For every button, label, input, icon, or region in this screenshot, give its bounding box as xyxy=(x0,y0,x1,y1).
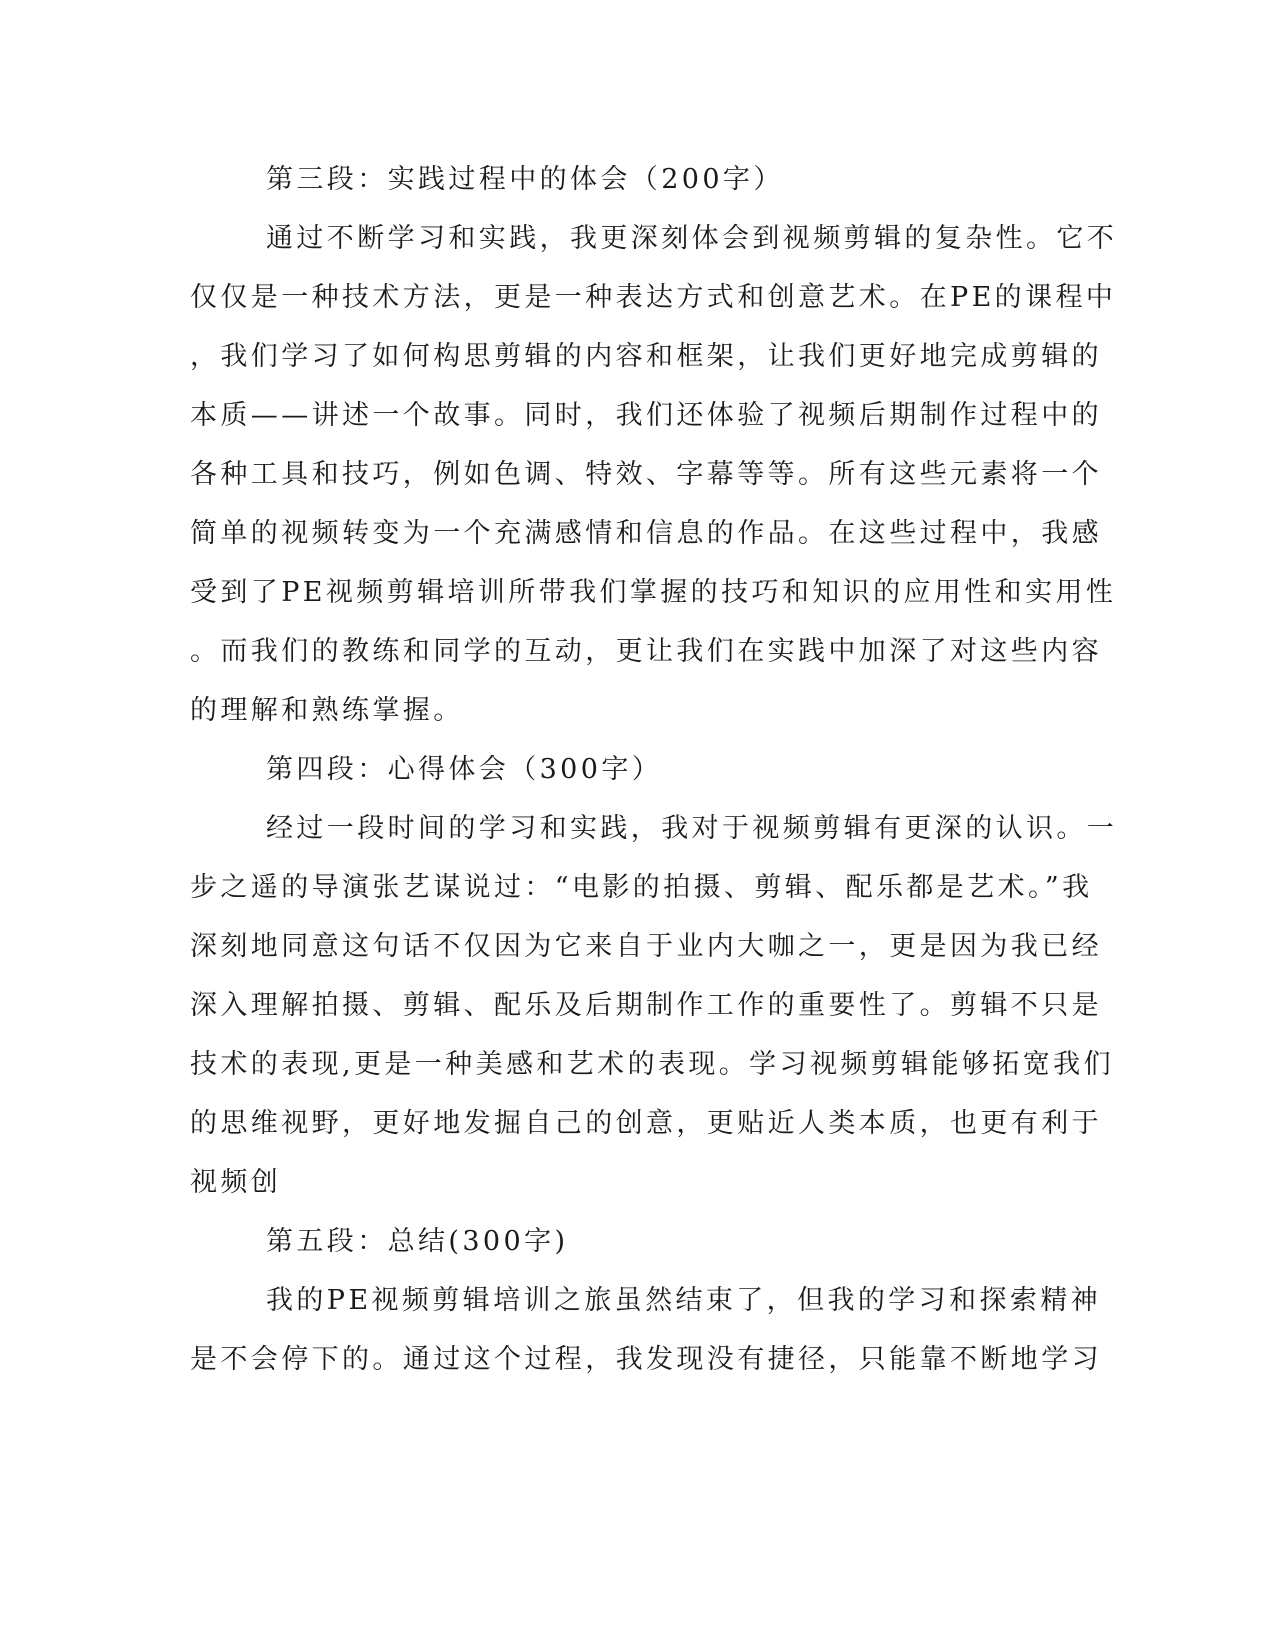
section-heading-5: 第五段：总结(300字) xyxy=(266,1226,569,1257)
paragraph-line: 受到了PE视频剪辑培训所带我们掌握的技巧和知识的应用性和实用性 xyxy=(190,577,1117,608)
paragraph-line: 本质——讲述一个故事。同时，我们还体验了视频后期制作过程中的 xyxy=(190,400,1102,431)
paragraph-line: 经过一段时间的学习和实践，我对于视频剪辑有更深的认识。一 xyxy=(266,813,1118,844)
paragraph-line: 仅仅是一种技术方法，更是一种表达方式和创意艺术。在PE的课程中 xyxy=(190,282,1117,313)
paragraph-line: 简单的视频转变为一个充满感情和信息的作品。在这些过程中，我感 xyxy=(190,518,1102,549)
section-heading-3: 第三段：实践过程中的体会（200字） xyxy=(266,164,784,195)
paragraph-line: 视频创 xyxy=(190,1167,282,1198)
section-heading-4: 第四段：心得体会（300字） xyxy=(266,754,663,785)
paragraph-line: 技术的表现,更是一种美感和艺术的表现。学习视频剪辑能够拓宽我们 xyxy=(190,1049,1114,1080)
paragraph-line: 。而我们的教练和同学的互动，更让我们在实践中加深了对这些内容 xyxy=(190,636,1102,667)
paragraph-line: 通过不断学习和实践，我更深刻体会到视频剪辑的复杂性。它不 xyxy=(266,223,1118,254)
paragraph-line: 深入理解拍摄、剪辑、配乐及后期制作工作的重要性了。剪辑不只是 xyxy=(190,990,1102,1021)
paragraph-line: 步之遥的导演张艺谋说过：“电影的拍摄、剪辑、配乐都是艺术。”我 xyxy=(190,872,1093,903)
paragraph-line: 的思维视野，更好地发掘自己的创意，更贴近人类本质，也更有利于 xyxy=(190,1108,1102,1139)
paragraph-line: 深刻地同意这句话不仅因为它来自于业内大咖之一，更是因为我已经 xyxy=(190,931,1102,962)
paragraph-line: ，我们学习了如何构思剪辑的内容和框架，让我们更好地完成剪辑的 xyxy=(190,341,1102,372)
paragraph-line: 我的PE视频剪辑培训之旅虽然结束了，但我的学习和探索精神 xyxy=(266,1285,1102,1316)
paragraph-line: 的理解和熟练掌握。 xyxy=(190,695,464,726)
paragraph-line: 各种工具和技巧，例如色调、特效、字幕等等。所有这些元素将一个 xyxy=(190,459,1102,490)
paragraph-line: 是不会停下的。通过这个过程，我发现没有捷径，只能靠不断地学习 xyxy=(190,1344,1102,1375)
